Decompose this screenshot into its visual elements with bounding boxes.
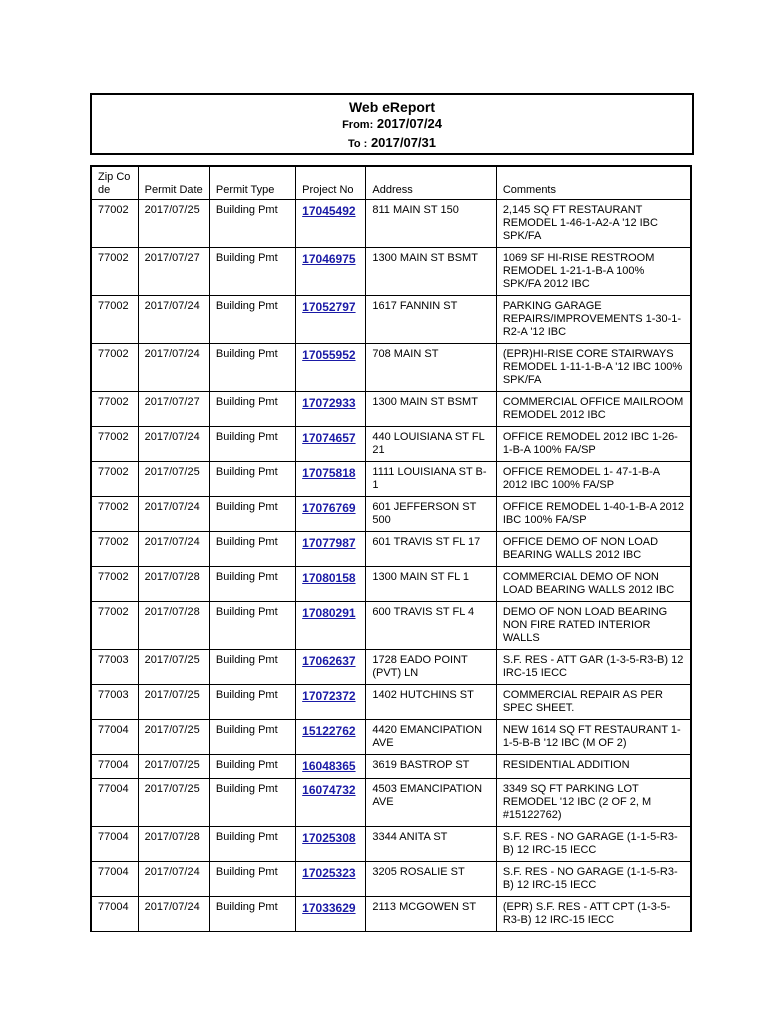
cell-address: 3619 BASTROP ST: [366, 755, 496, 779]
cell-permit-date: 2017/07/25: [138, 755, 209, 779]
cell-permit-type: Building Pmt: [209, 567, 295, 602]
cell-project-no: [296, 602, 366, 650]
cell-project-no: [296, 567, 366, 602]
cell-permit-date: 2017/07/24: [138, 862, 209, 897]
cell-permit-date: 2017/07/25: [138, 720, 209, 755]
project-number-link[interactable]: 16074732: [302, 783, 356, 797]
cell-permit-date: 2017/07/25: [138, 685, 209, 720]
report-title: Web eReport: [348, 99, 436, 115]
to-label: To :: [347, 138, 368, 150]
cell-comments: (EPR) S.F. RES - ATT CPT (1-3-5-R3-B) 12 IRC-15 IECC: [496, 897, 691, 932]
table-row: [91, 427, 691, 462]
cell-permit-type: Building Pmt: [209, 779, 295, 827]
cell-project-no: [296, 392, 366, 427]
cell-zip: 77004: [91, 755, 138, 779]
cell-zip: 77002: [91, 567, 138, 602]
permits-table: [90, 165, 692, 932]
cell-comments: OFFICE REMODEL 2012 IBC 1-26-1-B-A 100% FA/SP: [496, 427, 691, 462]
table-row: [91, 862, 691, 897]
cell-zip: 77004: [91, 827, 138, 862]
cell-permit-date: 2017/07/28: [138, 827, 209, 862]
project-number-link[interactable]: 17046975: [302, 252, 356, 266]
cell-project-no: [296, 720, 366, 755]
project-number-link[interactable]: 17080291: [302, 606, 356, 620]
cell-comments: COMMERCIAL DEMO OF NON LOAD BEARING WALLS 2012 IBC: [496, 567, 691, 602]
cell-zip: 77004: [91, 720, 138, 755]
cell-zip: 77002: [91, 200, 138, 248]
cell-address: 1300 MAIN ST BSMT: [366, 248, 496, 296]
project-number-link[interactable]: 17033629: [302, 901, 356, 915]
table-row: [91, 344, 691, 392]
cell-project-no: [296, 779, 366, 827]
col-header-type: Permit Type: [209, 166, 295, 200]
cell-comments: COMMERCIAL REPAIR AS PER SPEC SHEET.: [496, 685, 691, 720]
project-number-link[interactable]: 17075818: [302, 466, 356, 480]
cell-comments: S.F. RES - ATT GAR (1-3-5-R3-B) 12 IRC-15 IECC: [496, 650, 691, 685]
cell-zip: 77002: [91, 462, 138, 497]
cell-address: 1300 MAIN ST BSMT: [366, 392, 496, 427]
cell-zip: 77004: [91, 897, 138, 932]
cell-address: 1402 HUTCHINS ST: [366, 685, 496, 720]
col-header-date: Permit Date: [138, 166, 209, 200]
cell-project-no: [296, 862, 366, 897]
col-header-zip: Zip Code: [91, 166, 138, 200]
cell-address: 440 LOUISIANA ST FL 21: [366, 427, 496, 462]
cell-permit-date: 2017/07/28: [138, 567, 209, 602]
cell-project-no: [296, 296, 366, 344]
cell-permit-date: 2017/07/27: [138, 392, 209, 427]
project-number-link[interactable]: 17077987: [302, 536, 356, 550]
cell-address: 1728 EADO POINT (PVT) LN: [366, 650, 496, 685]
project-number-link[interactable]: 17076769: [302, 501, 356, 515]
cell-address: 1617 FANNIN ST: [366, 296, 496, 344]
cell-comments: 3349 SQ FT PARKING LOT REMODEL '12 IBC (2 OF 2, M #15122762): [496, 779, 691, 827]
cell-address: 4503 EMANCIPATION AVE: [366, 779, 496, 827]
cell-zip: 77003: [91, 685, 138, 720]
table-row: [91, 827, 691, 862]
cell-comments: DEMO OF NON LOAD BEARING NON FIRE RATED INTERIOR WALLS: [496, 602, 691, 650]
table-row: [91, 602, 691, 650]
to-line: [92, 134, 692, 153]
cell-comments: S.F. RES - NO GARAGE (1-1-5-R3-B) 12 IRC-15 IECC: [496, 862, 691, 897]
cell-permit-date: 2017/07/27: [138, 248, 209, 296]
table-row: [91, 755, 691, 779]
col-header-comments: Comments: [496, 166, 691, 200]
cell-address: 3205 ROSALIE ST: [366, 862, 496, 897]
cell-comments: 1069 SF HI-RISE RESTROOM REMODEL 1-21-1-B-A 100% SPK/FA 2012 IBC: [496, 248, 691, 296]
cell-comments: OFFICE DEMO OF NON LOAD BEARING WALLS 2012 IBC: [496, 532, 691, 567]
table-row: [91, 497, 691, 532]
cell-permit-type: Building Pmt: [209, 200, 295, 248]
col-header-address: Address: [366, 166, 496, 200]
from-label: From:: [342, 119, 374, 131]
project-number-link[interactable]: 17055952: [302, 348, 356, 362]
table-row: [91, 462, 691, 497]
cell-permit-date: 2017/07/24: [138, 497, 209, 532]
cell-comments: S.F. RES - NO GARAGE (1-1-5-R3-B) 12 IRC-15 IECC: [496, 827, 691, 862]
table-row: [91, 567, 691, 602]
cell-zip: 77002: [91, 248, 138, 296]
cell-comments: NEW 1614 SQ FT RESTAURANT 1-1-5-B-B '12 IBC (M OF 2): [496, 720, 691, 755]
project-number-link[interactable]: 17025308: [302, 831, 356, 845]
project-number-link[interactable]: 17052797: [302, 300, 356, 314]
cell-zip: 77002: [91, 602, 138, 650]
cell-permit-type: Building Pmt: [209, 248, 295, 296]
cell-permit-date: 2017/07/24: [138, 427, 209, 462]
cell-project-no: [296, 344, 366, 392]
cell-comments: OFFICE REMODEL 1- 47-1-B-A 2012 IBC 100% FA/SP: [496, 462, 691, 497]
cell-zip: 77002: [91, 532, 138, 567]
project-number-link[interactable]: 15122762: [302, 724, 356, 738]
cell-permit-date: 2017/07/24: [138, 344, 209, 392]
cell-permit-date: 2017/07/25: [138, 200, 209, 248]
cell-address: 1300 MAIN ST FL 1: [366, 567, 496, 602]
cell-project-no: [296, 685, 366, 720]
cell-project-no: [296, 248, 366, 296]
cell-zip: 77002: [91, 497, 138, 532]
cell-project-no: [296, 897, 366, 932]
cell-permit-type: Building Pmt: [209, 296, 295, 344]
table-row: [91, 650, 691, 685]
from-line: [92, 115, 692, 134]
cell-permit-date: 2017/07/28: [138, 602, 209, 650]
cell-permit-type: Building Pmt: [209, 862, 295, 897]
project-number-link[interactable]: 17080158: [302, 571, 356, 585]
cell-zip: 77003: [91, 650, 138, 685]
report-header: [90, 93, 694, 155]
cell-zip: 77002: [91, 296, 138, 344]
project-number-link[interactable]: 17074657: [302, 431, 356, 445]
project-number-link[interactable]: 17062637: [302, 654, 356, 668]
cell-permit-type: Building Pmt: [209, 827, 295, 862]
cell-zip: 77004: [91, 779, 138, 827]
cell-permit-type: Building Pmt: [209, 755, 295, 779]
table-row: [91, 248, 691, 296]
cell-permit-type: Building Pmt: [209, 602, 295, 650]
col-header-project: Project No: [296, 166, 366, 200]
cell-permit-type: Building Pmt: [209, 427, 295, 462]
cell-project-no: [296, 755, 366, 779]
cell-project-no: [296, 532, 366, 567]
table-row: [91, 897, 691, 932]
cell-address: 601 TRAVIS ST FL 17: [366, 532, 496, 567]
table-row: [91, 392, 691, 427]
table-row: [91, 296, 691, 344]
permits-table-container: [90, 165, 694, 926]
cell-permit-date: 2017/07/25: [138, 779, 209, 827]
cell-zip: 77002: [91, 344, 138, 392]
table-header-row: [91, 166, 691, 200]
cell-permit-type: Building Pmt: [209, 344, 295, 392]
cell-comments: COMMERCIAL OFFICE MAILROOM REMODEL 2012 IBC: [496, 392, 691, 427]
table-row: [91, 779, 691, 827]
cell-comments: OFFICE REMODEL 1-40-1-B-A 2012 IBC 100% FA/SP: [496, 497, 691, 532]
cell-zip: 77004: [91, 862, 138, 897]
cell-permit-type: Building Pmt: [209, 897, 295, 932]
cell-zip: 77002: [91, 427, 138, 462]
cell-permit-date: 2017/07/25: [138, 462, 209, 497]
cell-project-no: [296, 427, 366, 462]
project-number-link[interactable]: 17045492: [302, 204, 356, 218]
cell-permit-type: Building Pmt: [209, 497, 295, 532]
to-date: 2017/07/31: [370, 135, 437, 150]
cell-address: 4420 EMANCIPATION AVE: [366, 720, 496, 755]
table-row: [91, 720, 691, 755]
cell-comments: PARKING GARAGE REPAIRS/IMPROVEMENTS 1-30-1-R2-A '12 IBC: [496, 296, 691, 344]
cell-comments: (EPR)HI-RISE CORE STAIRWAYS REMODEL 1-11-1-B-A '12 IBC 100% SPK/FA: [496, 344, 691, 392]
cell-permit-date: 2017/07/24: [138, 532, 209, 567]
cell-address: 811 MAIN ST 150: [366, 200, 496, 248]
cell-address: 601 JEFFERSON ST 500: [366, 497, 496, 532]
cell-permit-type: Building Pmt: [209, 720, 295, 755]
cell-project-no: [296, 200, 366, 248]
table-row: [91, 532, 691, 567]
cell-project-no: [296, 827, 366, 862]
cell-permit-date: 2017/07/24: [138, 296, 209, 344]
project-number-link[interactable]: 17072372: [302, 689, 356, 703]
table-row: [91, 685, 691, 720]
cell-permit-date: 2017/07/24: [138, 897, 209, 932]
project-number-link[interactable]: 17025323: [302, 866, 356, 880]
cell-project-no: [296, 462, 366, 497]
project-number-link[interactable]: 16048365: [302, 759, 356, 773]
cell-address: 600 TRAVIS ST FL 4: [366, 602, 496, 650]
cell-comments: 2,145 SQ FT RESTAURANT REMODEL 1-46-1-A2-A '12 IBC SPK/FA: [496, 200, 691, 248]
cell-address: 1111 LOUISIANA ST B-1: [366, 462, 496, 497]
project-number-link[interactable]: 17072933: [302, 396, 356, 410]
cell-project-no: [296, 497, 366, 532]
cell-permit-type: Building Pmt: [209, 392, 295, 427]
cell-permit-type: Building Pmt: [209, 462, 295, 497]
cell-address: 708 MAIN ST: [366, 344, 496, 392]
cell-address: 2113 MCGOWEN ST: [366, 897, 496, 932]
cell-permit-type: Building Pmt: [209, 532, 295, 567]
cell-comments: RESIDENTIAL ADDITION: [496, 755, 691, 779]
cell-address: 3344 ANITA ST: [366, 827, 496, 862]
cell-zip: 77002: [91, 392, 138, 427]
cell-project-no: [296, 650, 366, 685]
cell-permit-date: 2017/07/25: [138, 650, 209, 685]
cell-permit-type: Building Pmt: [209, 685, 295, 720]
table-body: [91, 200, 691, 932]
table-row: [91, 200, 691, 248]
from-date: 2017/07/24: [376, 116, 442, 131]
cell-permit-type: Building Pmt: [209, 650, 295, 685]
